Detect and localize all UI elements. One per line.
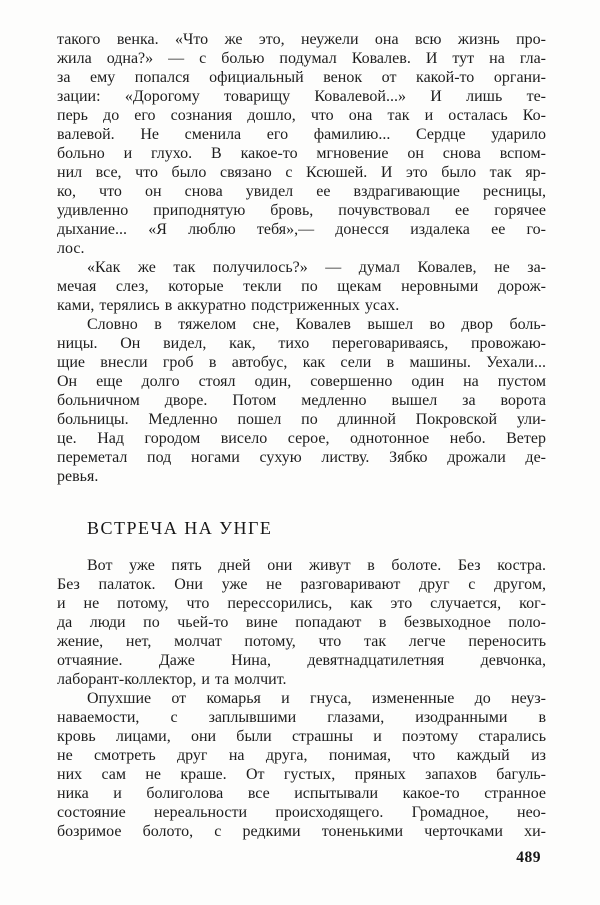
text-line: зации: «Дорогому товарищу Ковалевой...» И лишь те- (57, 88, 546, 105)
text-line: «Как же так получилось?» — думал Ковалев, не за- (87, 259, 546, 276)
text-line: кровь лицами, они были страшны и поэтому старались (57, 728, 546, 745)
text-line: удивленно приподнятую бровь, почувствовал ее горячее (57, 202, 546, 219)
text-line: такого венка. «Что же это, неужели она всю жизнь про- (57, 31, 546, 48)
paragraph (57, 556, 546, 689)
text-line: ницы. Он видел, как, тихо переговариваясь, провожаю- (57, 335, 546, 352)
text-line: валевой. Не сменила его фамилию... Сердце ударило (57, 126, 546, 143)
text-line: и не потому, что перессорились, как это случается, ког- (57, 595, 546, 612)
text-line: ника и болиголова все испытывали какое-то странное (57, 785, 546, 802)
text-column (57, 30, 546, 841)
text-line: це. Над городом висело серое, однотонное небо. Ветер (57, 430, 546, 447)
text-line: мечая слез, которые текли по щекам неровными дорож- (57, 278, 546, 295)
text-line: лос. (57, 240, 85, 257)
paragraph (57, 689, 546, 841)
text-line: Без палаток. Они уже не разговаривают друг с другом, (57, 576, 546, 593)
text-line: за ему попался официальный венок от какой-то органи- (57, 69, 546, 86)
text-line: бозримое болото, с редкими тоненькими черточками хи- (57, 823, 546, 840)
text-line: отчаяние. Даже Нина, девятнадцатилетняя девчонка, (57, 652, 546, 669)
text-line: перь до его сознания дошло, что она так и осталась Ко- (57, 107, 546, 124)
paragraph (57, 30, 546, 258)
text-line: ревья. (57, 468, 99, 485)
text-line: Он еще долго стоял один, совершенно один на пустом (57, 373, 546, 390)
page-number: 489 (516, 849, 541, 866)
section-heading: ВСТРЕЧА НА УНГЕ (87, 518, 273, 538)
text-line: лаборант-коллектор, и та молчит. (57, 671, 287, 688)
text-line: жила одна?» — с болью подумал Ковалев. И тут на гла- (57, 50, 546, 67)
text-line: нил все, что было связано с Ксюшей. И это было так яр- (57, 164, 546, 181)
paragraph (57, 258, 546, 315)
text-line: щие внесли гроб в автобус, как сели в машины. Уехали... (57, 354, 546, 371)
text-line: ками, терялись в аккуратно подстриженных усах. (57, 297, 400, 314)
text-line: жение, нет, молчат потому, что так легче переносить (57, 633, 546, 650)
text-line: Словно в тяжелом сне, Ковалев вышел во двор боль- (87, 316, 546, 333)
paragraph (57, 315, 546, 486)
text-line: да люди по чьей-то вине попадают в безвыходное поло- (57, 614, 546, 631)
text-line: Опухшие от комарья и гнуса, измененные до неуз- (87, 690, 546, 707)
text-line: больничном дворе. Потом медленно вышел за ворота (57, 392, 546, 409)
text-line: наваемости, с заплывшими глазами, изодранными в (57, 709, 546, 726)
text-line: больницы. Медленно пошел по длинной Покровской ули- (57, 411, 546, 428)
text-line: не смотреть друг на друга, понимая, что каждый из (57, 747, 546, 764)
text-line: Вот уже пять дней они живут в болоте. Без костра. (87, 557, 546, 574)
text-line: дыхание... «Я люблю тебя»,— донесся издалека ее го- (57, 221, 546, 238)
text-line: них сам не краше. От густых, пряных запахов багуль- (57, 766, 546, 783)
text-line: переметал под ногами сухую листву. Зябко дрожали де- (57, 449, 546, 466)
text-line: ко, что он снова увидел ее вздрагивающие ресницы, (57, 183, 546, 200)
text-line: больно и глухо. В какое-то мгновение он снова вспом- (57, 145, 546, 162)
text-line: состояние нереальности происходящего. Громадное, нео- (57, 804, 546, 821)
